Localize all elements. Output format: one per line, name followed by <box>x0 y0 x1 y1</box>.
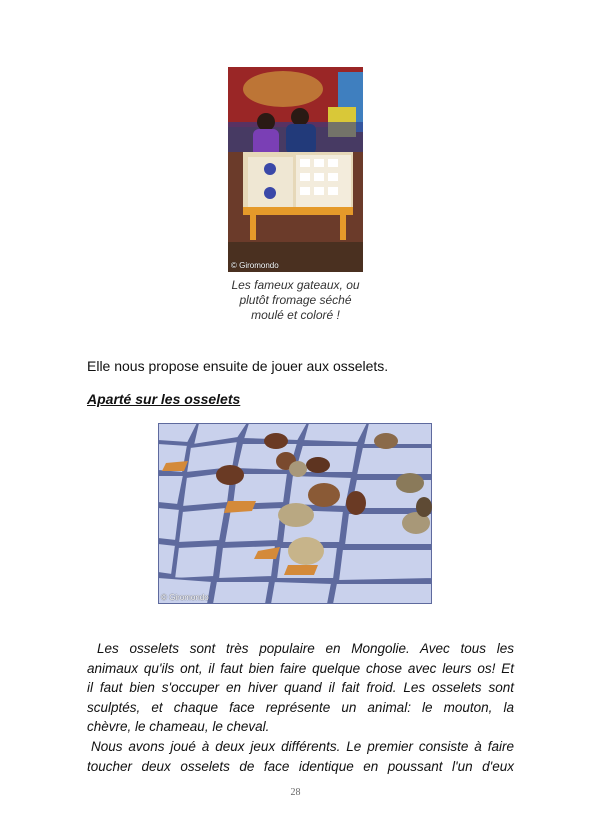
knucklebones-photo <box>158 423 432 604</box>
page-number: 28 <box>290 787 301 798</box>
paragraph-line: toucher deux osselets de face identique en poussant l'un d'eux <box>87 758 514 774</box>
paragraph-line: Nous avons joué à deux jeux différents. Le premier consiste à faire <box>91 739 514 754</box>
photo-credit: © Giromondo <box>231 261 279 270</box>
photo-credit: © Giromondo <box>161 593 209 602</box>
cheese-photo <box>228 67 363 272</box>
intro-sentence: Elle nous propose ensuite de jouer aux osselets. <box>87 358 389 374</box>
knucklebones-photo-art <box>158 423 432 604</box>
paragraph-line: Les osselets sont très populaire en Mongolie. Avec tous les <box>97 641 514 656</box>
paragraph <box>87 737 514 776</box>
paragraph-line: animaux qu'ils ont, il faut bien faire quelque chose avec leurs os! Et <box>87 660 514 676</box>
paragraph-line: il faut bien s'occuper en hiver quand il fait froid. Les osselets sont <box>87 680 514 695</box>
paragraph-line: chèvre, le chameau, le cheval. <box>87 719 270 734</box>
paragraph-line: sculptés, et chaque face représente un animal: le mouton, la <box>87 699 514 715</box>
caption-line: moulé et coloré ! <box>251 308 340 322</box>
paragraph <box>87 639 514 737</box>
photo-caption <box>215 278 376 323</box>
caption-line: plutôt fromage séché <box>239 293 352 307</box>
cheese-photo-art <box>228 67 363 272</box>
section-heading: Aparté sur les osselets <box>87 391 241 407</box>
caption-line: Les fameux gateaux, ou <box>231 278 360 292</box>
